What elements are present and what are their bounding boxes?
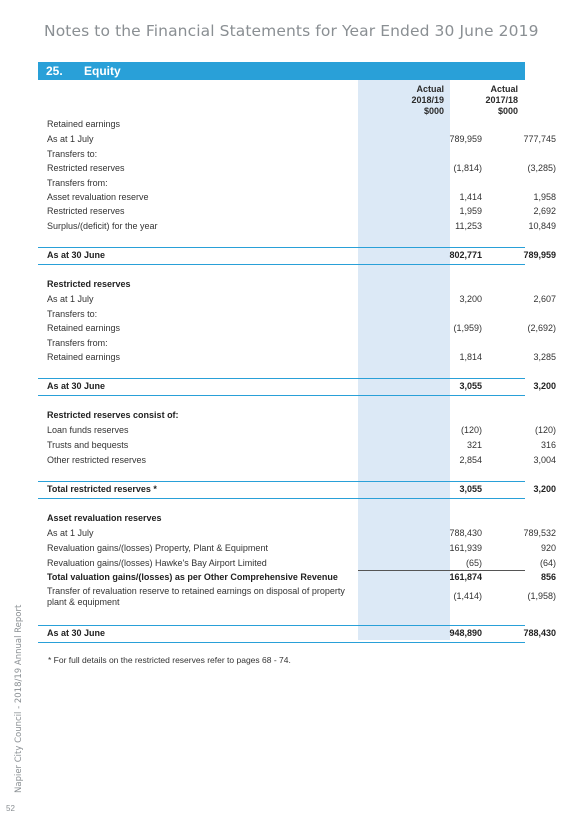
- total-row: As at 30 June 802,771 789,959: [38, 247, 525, 265]
- total-row: Total restricted reserves * 3,055 3,200: [38, 481, 525, 499]
- total-row: As at 30 June 948,890 788,430: [38, 625, 525, 643]
- table-row: Transfers to:: [47, 309, 98, 319]
- table-row: Retained earnings: [47, 119, 121, 129]
- table-row: Transfers from:: [47, 178, 108, 188]
- section-title: Equity: [84, 64, 121, 78]
- table-row: Transfers to:: [47, 149, 98, 159]
- table-row: Restricted reserves consist of:: [47, 410, 179, 420]
- table-row: Asset revaluation reserve 1,414 1,958: [47, 192, 556, 202]
- column-header-2017-18: Actual 2017/18 $000: [485, 84, 518, 116]
- table-row: Surplus/(deficit) for the year 11,253 10,849: [47, 221, 556, 231]
- table-row: Transfers from:: [47, 338, 108, 348]
- total-row: As at 30 June 3,055 3,200: [38, 378, 525, 396]
- page-number: 52: [6, 804, 15, 813]
- table-row: Transfer of revaluation reserve to retained earnings on disposal of property plant & equipment (1,414) (1,958): [47, 586, 556, 607]
- subtotal-rule: [358, 570, 450, 571]
- table-row: Retained earnings 1,814 3,285: [47, 352, 556, 362]
- subtotal-rule: [450, 570, 525, 571]
- column-header-2018-19: Actual 2018/19 $000: [411, 84, 444, 116]
- table-row: As at 1 July 789,959 777,745: [47, 134, 556, 144]
- table-row: Other restricted reserves 2,854 3,004: [47, 455, 556, 465]
- table-row: Revaluation gains/(losses) Property, Plant & Equipment 161,939 920: [47, 543, 556, 553]
- section-header-bar: [38, 62, 525, 80]
- page-header-title: Notes to the Financial Statements for Year Ended 30 June 2019: [44, 22, 539, 40]
- table-row: As at 1 July 788,430 789,532: [47, 528, 556, 538]
- table-row: Restricted reserves (1,814) (3,285): [47, 163, 556, 173]
- table-row: Asset revaluation reserves: [47, 513, 162, 523]
- section-number: 25.: [46, 64, 63, 78]
- table-row: Trusts and bequests 321 316: [47, 440, 556, 450]
- table-row: As at 1 July 3,200 2,607: [47, 294, 556, 304]
- table-row: Restricted reserves 1,959 2,692: [47, 206, 556, 216]
- table-row: Retained earnings (1,959) (2,692): [47, 323, 556, 333]
- table-row: Revaluation gains/(losses) Hawke's Bay Airport Limited (65) (64): [47, 558, 556, 568]
- table-row: Loan funds reserves (120) (120): [47, 425, 556, 435]
- sidebar-report-title: Napier City Council - 2018/19 Annual Report: [14, 604, 24, 793]
- footnote: * For full details on the restricted reserves refer to pages 68 - 74.: [48, 655, 291, 665]
- table-row: Total valuation gains/(losses) as per Other Comprehensive Revenue 161,874 856: [47, 572, 556, 582]
- table-row: Restricted reserves: [47, 279, 131, 289]
